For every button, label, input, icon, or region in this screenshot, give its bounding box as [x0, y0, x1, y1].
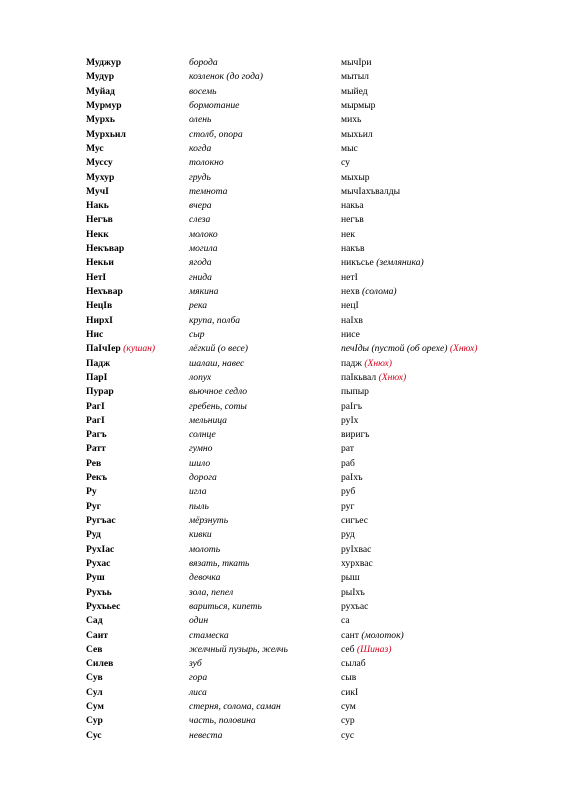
headword [86, 657, 113, 671]
cognate-text: печIды (пустой (об орехе) [341, 343, 448, 355]
cognate [341, 128, 373, 142]
cognate-note: (земляника) [376, 257, 424, 269]
headword-text: НирхI [86, 314, 113, 326]
headword-text: Рев [86, 457, 102, 469]
cognate-note: (Шиназ) [356, 643, 392, 655]
headword-text: РухIас [86, 543, 115, 555]
headword [86, 228, 109, 242]
headword-text: Мус [86, 142, 104, 154]
cognate-note: (Хнюх) [378, 371, 407, 383]
cognate [341, 400, 362, 414]
headword [86, 729, 101, 743]
translation: девочка [189, 572, 221, 584]
table-row [86, 400, 526, 414]
table-row [86, 586, 526, 600]
headword [86, 213, 113, 227]
cognate [341, 371, 406, 385]
headword [86, 99, 122, 113]
table-row [86, 299, 526, 313]
table-row [86, 242, 526, 256]
cognate-text: сыв [341, 672, 357, 684]
cognate-text: руIх [341, 414, 359, 426]
table-row [86, 500, 526, 514]
table-row [86, 442, 526, 456]
cognate-text: сур [341, 715, 355, 727]
cognate [341, 543, 371, 557]
headword [86, 614, 103, 628]
headword-text: Ругъас [86, 515, 116, 526]
cognate [341, 657, 366, 671]
headword [86, 70, 114, 84]
table-row [86, 199, 526, 213]
cognate-text: мычIахъвалды [341, 185, 401, 197]
translation: когда [189, 142, 212, 154]
headword [86, 442, 106, 456]
cognate-text: сылаб [341, 658, 366, 670]
cognate-text: сус [341, 729, 355, 741]
headword [86, 256, 114, 270]
table-row [86, 328, 526, 342]
headword-text: Ратт [86, 443, 106, 455]
table-row [86, 686, 526, 700]
headword [86, 514, 116, 528]
headword [86, 156, 113, 170]
cognate-text: сигъес [341, 515, 369, 526]
headword [86, 299, 112, 313]
translation: кивки [189, 529, 212, 541]
table-row [86, 485, 526, 499]
headword-text: Рухас [86, 557, 111, 569]
headword [86, 171, 114, 185]
translation: вязать, ткать [189, 557, 250, 569]
cognate [341, 471, 363, 485]
translation: лопух [189, 371, 212, 383]
table-row [86, 85, 526, 99]
table-row [86, 156, 526, 170]
cognate [341, 457, 355, 471]
headword-text: Рекъ [86, 472, 108, 484]
table-row [86, 256, 526, 270]
table-row [86, 471, 526, 485]
translation: гора [189, 672, 208, 684]
headword-text: Мудур [86, 71, 115, 83]
cognate [341, 643, 391, 657]
cognate-text: мыхыр [341, 171, 370, 183]
translation: желчный пузырь, желчь [189, 643, 288, 655]
cognate [341, 271, 358, 285]
headword-text: Некк [86, 228, 109, 240]
cognate-text: нек [341, 228, 356, 240]
table-row [86, 714, 526, 728]
translation: вариться, кипеть [189, 600, 262, 612]
cognate-text: нисе [341, 328, 360, 340]
headword-text: Рагъ [86, 429, 107, 441]
cognate [341, 357, 392, 371]
headword-text: Силев [86, 658, 114, 670]
headword-text: Руг [86, 500, 102, 512]
headword-text: Сус [86, 729, 102, 741]
cognate-text: никъсье [341, 257, 374, 269]
cognate-text: руIхвас [341, 543, 372, 555]
headword [86, 643, 103, 657]
table-row [86, 428, 526, 442]
table-row [86, 228, 526, 242]
cognate-text: раб [341, 457, 355, 469]
cognate [341, 70, 369, 84]
headword-text: Руш [86, 572, 105, 584]
headword-text: Мурхь [86, 114, 115, 126]
table-row [86, 629, 526, 643]
cognate-text: мыс [341, 142, 358, 154]
translation: зола, пепел [189, 586, 234, 598]
headword [86, 671, 103, 685]
table-row [86, 643, 526, 657]
table-row [86, 385, 526, 399]
cognate-text: падж [341, 357, 362, 369]
headword [86, 428, 107, 442]
cognate [341, 600, 368, 614]
cognate-text: нетI [341, 271, 358, 283]
cognate-text: са [341, 615, 350, 627]
translation: пыль [189, 500, 209, 512]
table-row [86, 600, 526, 614]
translation: толокно [189, 157, 224, 169]
table-row [86, 528, 526, 542]
cognate-text: раIхъ [341, 472, 363, 484]
translation: лиса [189, 686, 207, 698]
cognate-text: мыйед [341, 85, 368, 97]
cognate [341, 314, 363, 328]
table-row [86, 314, 526, 328]
table-row [86, 700, 526, 714]
cognate-text: нецI [341, 300, 359, 312]
translation: крупа, полба [189, 314, 241, 326]
translation: игла [189, 486, 207, 498]
translation: ягода [189, 257, 212, 269]
headword-text: Сул [86, 686, 103, 698]
headword-text: Сув [86, 672, 103, 684]
table-row [86, 557, 526, 571]
translation: река [189, 300, 208, 312]
headword [86, 629, 108, 643]
cognate-text: руг [341, 500, 355, 512]
headword-text: Руд [86, 529, 101, 541]
translation: солнце [189, 429, 216, 441]
table-row [86, 671, 526, 685]
headword-text: Мурмур [86, 99, 122, 111]
cognate [341, 571, 360, 585]
translation: мёрзнуть [189, 515, 229, 526]
table-row [86, 571, 526, 585]
headword-text: Сур [86, 715, 103, 727]
cognate [341, 113, 361, 127]
headword [86, 485, 97, 499]
translation: стамеска [189, 629, 229, 641]
translation: часть, половина [189, 715, 256, 727]
cognate-text: мырмыр [341, 99, 376, 111]
cognate-text: мычIри [341, 57, 372, 68]
cognate [341, 385, 369, 399]
headword-text: Сум [86, 701, 104, 713]
headword [86, 142, 104, 156]
cognate-note: (Хнюх) [449, 343, 478, 355]
headword-text: Муджур [86, 57, 122, 68]
table-row [86, 514, 526, 528]
table-row [86, 113, 526, 127]
cognate [341, 629, 404, 643]
translation: гумно [189, 443, 213, 455]
headword-text: Саит [86, 629, 108, 641]
headword [86, 586, 112, 600]
headword [86, 543, 114, 557]
cognate [341, 729, 354, 743]
headword-text: Муссу [86, 157, 113, 169]
cognate [341, 514, 368, 528]
cognate-text: рухъас [341, 600, 369, 612]
cognate [341, 500, 354, 514]
cognate [341, 85, 368, 99]
table-row [86, 185, 526, 199]
translation: грудь [189, 171, 211, 183]
table-row [86, 657, 526, 671]
cognate [341, 614, 350, 628]
headword-text: Рухъь [86, 586, 112, 598]
headword-text: Некьи [86, 257, 114, 269]
cognate [341, 342, 477, 356]
translation: гнида [189, 271, 212, 283]
translation: невеста [189, 729, 223, 741]
cognate-text: сум [341, 701, 356, 713]
translation: молоть [189, 543, 221, 555]
cognate-text: сант [341, 629, 359, 641]
translation: вчера [189, 200, 212, 212]
cognate-text: нехв [341, 286, 360, 297]
cognate [341, 256, 424, 270]
cognate-text: наIхв [341, 314, 363, 326]
cognate [341, 185, 400, 199]
cognate-note: (Хнюх) [364, 357, 392, 369]
cognate-text: негъв [341, 214, 364, 226]
cognate [341, 428, 370, 442]
headword [86, 714, 103, 728]
cognate [341, 328, 360, 342]
cognate [341, 299, 359, 313]
cognate-note: (солома) [362, 286, 397, 297]
table-row [86, 171, 526, 185]
headword [86, 357, 110, 371]
cognate-text: рат [341, 443, 354, 455]
translation: лёгкий (о весе) [189, 343, 248, 355]
headword [86, 242, 124, 256]
table-row [86, 729, 526, 743]
headword [86, 128, 126, 142]
headword [86, 342, 155, 356]
translation: молоко [189, 228, 218, 240]
cognate-text: мытыл [341, 71, 369, 83]
translation: борода [189, 57, 218, 68]
headword-text: Муйад [86, 85, 115, 97]
headword [86, 314, 113, 328]
translation: козленок (до года) [189, 71, 263, 83]
word-table [86, 56, 526, 743]
cognate-text: себ [341, 643, 355, 655]
headword-text: Некъвар [86, 243, 125, 255]
translation: гребень, соты [189, 400, 247, 412]
headword [86, 471, 107, 485]
cognate-text: руд [341, 529, 355, 541]
headword [86, 271, 106, 285]
cognate-text: руб [341, 486, 356, 498]
translation: олень [189, 114, 212, 126]
headword-text: ПаIчIер [86, 343, 121, 355]
cognate-text: накьа [341, 200, 364, 212]
headword-text: Нехъвар [86, 286, 123, 297]
cognate [341, 671, 356, 685]
cognate-text: паIкьвал [341, 371, 377, 383]
cognate-text: раIгъ [341, 400, 363, 412]
cognate [341, 56, 371, 70]
cognate [341, 228, 355, 242]
cognate [341, 528, 355, 542]
table-row [86, 342, 526, 356]
cognate-text: сикI [341, 686, 359, 698]
headword-text: МучI [86, 185, 109, 197]
cognate-text: накъв [341, 243, 365, 255]
headword [86, 686, 103, 700]
cognate-text: михь [341, 114, 362, 126]
translation: мельница [189, 414, 227, 426]
cognate [341, 99, 375, 113]
cognate [341, 557, 373, 571]
headword-text: Ру [86, 486, 97, 498]
headword-text: Мурхьил [86, 128, 126, 140]
translation: могила [189, 243, 218, 255]
table-row [86, 357, 526, 371]
cognate [341, 414, 358, 428]
cognate-text: рыIхъ [341, 586, 365, 598]
table-row [86, 414, 526, 428]
headword [86, 414, 105, 428]
headword [86, 285, 123, 299]
translation: стерня, солома, саман [189, 701, 281, 713]
cognate [341, 156, 350, 170]
cognate [341, 285, 397, 299]
translation: бормотание [189, 99, 240, 111]
cognate-text: виригъ [341, 429, 370, 441]
headword [86, 56, 121, 70]
headword [86, 185, 109, 199]
headword-text: Пурар [86, 386, 114, 398]
cognate-text: хурхвас [341, 557, 373, 569]
headword-text: Падж [86, 357, 111, 369]
table-row [86, 285, 526, 299]
headword [86, 85, 115, 99]
cognate [341, 199, 364, 213]
translation: шалаш, навес [189, 357, 245, 369]
headword-text: НецIв [86, 300, 113, 312]
headword-text: Сад [86, 615, 103, 627]
translation: столб, опора [189, 128, 243, 140]
cognate-text: рыш [341, 572, 360, 584]
headword [86, 199, 109, 213]
cognate-text: су [341, 157, 350, 169]
table-row [86, 56, 526, 70]
headword-text: Мухур [86, 171, 115, 183]
headword [86, 328, 103, 342]
translation: восемь [189, 85, 217, 97]
headword [86, 113, 115, 127]
translation: шило [189, 457, 211, 469]
table-row [86, 457, 526, 471]
translation: мякина [189, 286, 219, 297]
cognate [341, 700, 356, 714]
headword-note: (кушан) [123, 343, 156, 355]
headword [86, 371, 107, 385]
translation: один [189, 615, 209, 627]
table-row [86, 271, 526, 285]
headword [86, 400, 105, 414]
headword [86, 457, 101, 471]
headword-text: РагI [86, 414, 105, 426]
headword [86, 500, 101, 514]
cognate [341, 485, 355, 499]
cognate-text: мыхьил [341, 128, 373, 140]
table-row [86, 371, 526, 385]
translation: вьючное седло [189, 386, 248, 398]
headword [86, 571, 105, 585]
cognate-note: (молоток) [361, 629, 404, 641]
table-row [86, 99, 526, 113]
translation: зуб [189, 658, 202, 670]
headword-text: Негъв [86, 214, 113, 226]
cognate [341, 686, 358, 700]
headword-text: Сев [86, 643, 103, 655]
headword [86, 600, 120, 614]
headword [86, 557, 110, 571]
headword [86, 528, 101, 542]
headword-text: Накь [86, 200, 109, 212]
headword-text: ПарI [86, 371, 108, 383]
table-row [86, 70, 526, 84]
translation: темнота [189, 185, 228, 197]
translation: слеза [189, 214, 211, 226]
cognate [341, 142, 358, 156]
headword [86, 385, 114, 399]
table-row [86, 213, 526, 227]
cognate [341, 242, 365, 256]
translation: дорога [189, 472, 217, 484]
table-row [86, 614, 526, 628]
cognate-text: пыпыр [341, 386, 369, 398]
headword [86, 700, 104, 714]
headword-text: Рухъьес [86, 600, 121, 612]
cognate [341, 442, 354, 456]
headword-text: РагI [86, 400, 105, 412]
cognate [341, 586, 365, 600]
translation: сыр [189, 328, 205, 340]
headword-text: Нис [86, 328, 104, 340]
table-row [86, 543, 526, 557]
headword-text: НетI [86, 271, 107, 283]
cognate [341, 213, 364, 227]
table-row [86, 128, 526, 142]
cognate [341, 171, 370, 185]
table-row [86, 142, 526, 156]
cognate [341, 714, 355, 728]
